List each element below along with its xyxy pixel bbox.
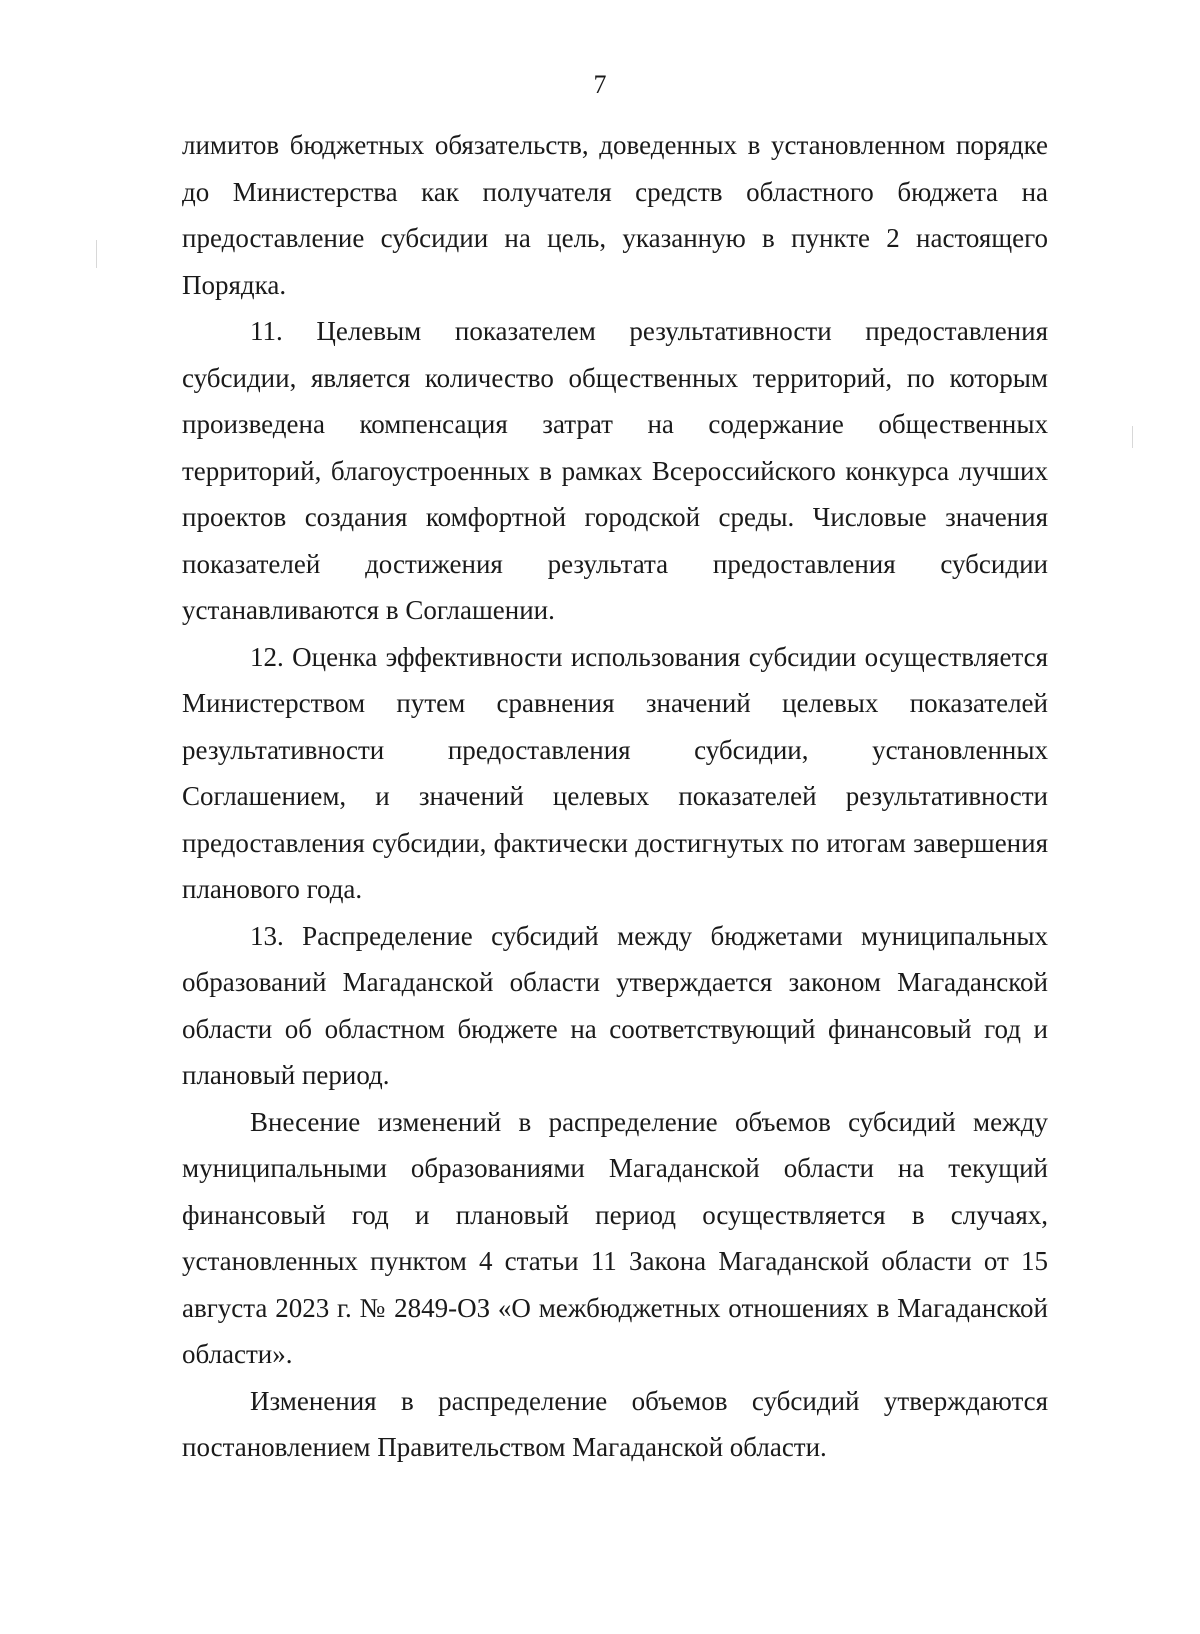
page-number: 7 [593, 70, 607, 99]
scan-mark-right [1132, 426, 1133, 448]
paragraph-11: 11. Целевым показателем результативности предоставления субсидии, является количество общественных территорий, по которым произведена компенсация затрат на содержание общественных территорий, благоустроенных в рамках Всероссийского конкурса лучших проектов создания комфортной городской среды. Числовые значения показателей достижения результата предоставления субсидии устанавливаются в Соглашении. [182, 316, 1048, 625]
paragraph-continuation: лимитов бюджетных обязательств, доведенных в установленном порядке до Министерства как получателя средств областного бюджета на предоставление субсидии на цель, указанную в пункте 2 настоящего Порядка. [182, 130, 1048, 300]
scan-mark-left [96, 240, 97, 268]
paragraph-changes-approval: Изменения в распределение объемов субсидий утверждаются постановлением Правительством Магаданской области. [182, 1385, 1048, 1462]
document-body [182, 122, 1048, 1471]
paragraph-12: 12. Оценка эффективности использования субсидии осуществляется Министерством путем сравнения значений целевых показателей результативности предоставления субсидии, установленных Соглашением, и значений целевых показателей результативности предоставления субсидии, фактически достигнутых по итогам завершения планового года. [182, 641, 1048, 904]
paragraph-13: 13. Распределение субсидий между бюджетами муниципальных образований Магаданской области утверждается законом Магаданской области об областном бюджете на соответствующий финансовый год и плановый период. [182, 920, 1048, 1090]
paragraph-amendments: Внесение изменений в распределение объемов субсидий между муниципальными образованиями Магаданской области на текущий финансовый год и плановый период осуществляется в случаях, установленных пунктом 4 статьи 11 Закона Магаданской области от 15 августа 2023 г. № 2849-ОЗ «О межбюджетных отношениях в Магаданской области». [182, 1106, 1048, 1369]
